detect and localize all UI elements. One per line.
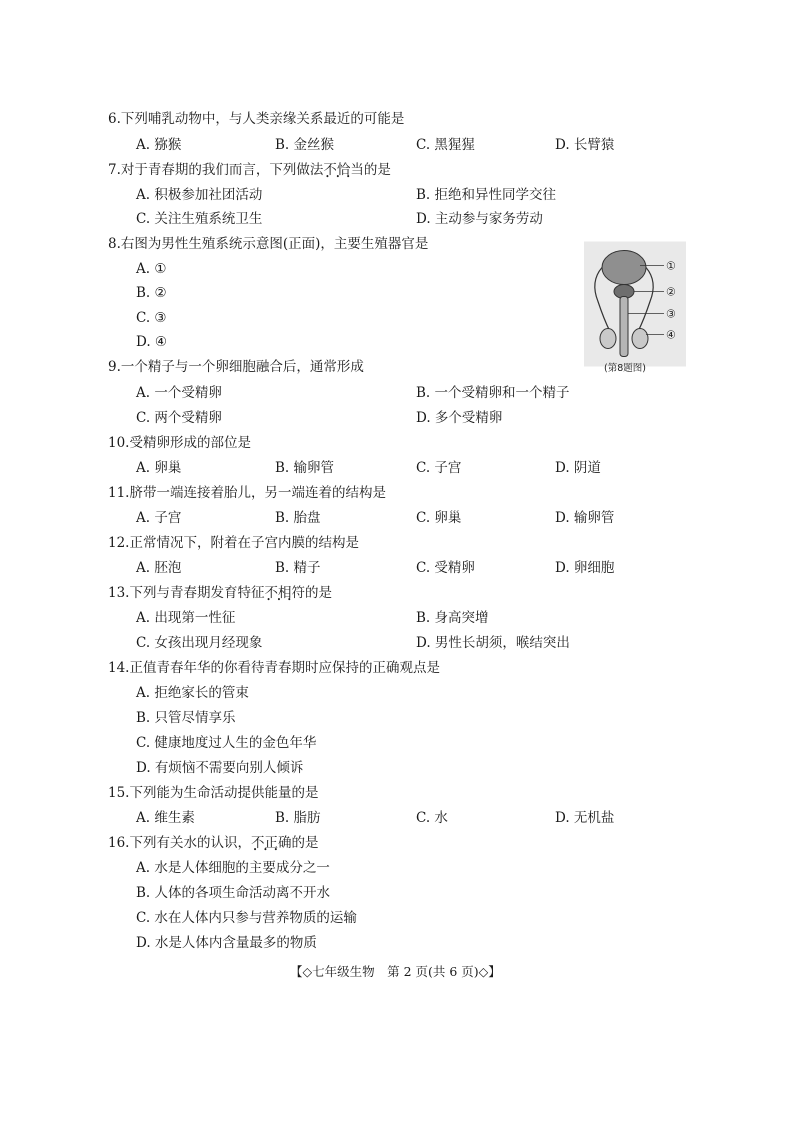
question-15-option-b: B. 脂肪 (275, 810, 321, 826)
question-11-option-d: D. 输卵管 (555, 510, 615, 526)
question-7-stem-pre: 7.对于青春期的我们而言，下列做法 (108, 162, 324, 178)
question-14-option-d: D. 有烦恼不需要向别人倾诉 (136, 760, 304, 776)
testis-left (600, 329, 616, 349)
male-reproductive-system-diagram (584, 235, 686, 373)
question-7-emphasis: 不恰当 • • • (323, 161, 364, 179)
question-12-option-a: A. 胚泡 (136, 560, 182, 576)
question-15-option-a: A. 维生素 (136, 810, 195, 826)
question-10-option-c: C. 子宫 (416, 460, 462, 476)
question-16-option-b: B. 人体的各项生命活动离不开水 (136, 885, 331, 901)
question-14-option-c: C. 健康地度过人生的金色年华 (136, 735, 317, 751)
testis-right (632, 329, 648, 349)
question-16-stem (108, 834, 318, 852)
question-10-option-d: D. 阴道 (555, 460, 601, 476)
question-14-stem: 14.正值青春年华的你看待青春期时应保持的正确观点是 (108, 660, 440, 676)
question-7-option-a: A. 积极参加社团活动 (136, 187, 263, 203)
question-13-option-c: C. 女孩出现月经现象 (136, 635, 263, 651)
question-15-option-c: C. 水 (416, 810, 448, 826)
question-13-option-b: B. 身高突增 (416, 610, 489, 626)
question-13-stem-pre: 13.下列与青春期发育特征 (108, 585, 265, 601)
diagram-label-2: ② (666, 285, 676, 299)
question-16-stem-pre: 16.下列有关水的认识， (108, 835, 251, 851)
question-6-option-b: B. 金丝猴 (275, 137, 335, 153)
question-10-stem: 10.受精卵形成的部位是 (108, 435, 251, 451)
question-9-stem: 9.一个精子与一个卵细胞融合后，通常形成 (108, 359, 364, 375)
diagram-label-1: ① (666, 259, 676, 273)
question-9-option-c: C. 两个受精卵 (136, 410, 222, 426)
question-9-option-d: D. 多个受精卵 (416, 410, 503, 426)
diagram-label-3: ③ (666, 307, 676, 321)
question-7-option-d: D. 主动参与家务劳动 (416, 211, 543, 227)
question-10-option-b: B. 输卵管 (275, 460, 335, 476)
question-11-stem: 11.脐带一端连接着胎儿，另一端连着的结构是 (108, 485, 386, 501)
question-16-emphasis: 不正确 • • • (251, 834, 292, 852)
urethra-shape (620, 297, 628, 357)
page-footer: 【◇七年级生物 第 2 页(共 6 页)◇】 (290, 964, 501, 979)
question-15-stem: 15.下列能为生命活动提供能量的是 (108, 785, 319, 801)
question-10-option-a: A. 卵巢 (136, 460, 182, 476)
question-8-stem: 8.右图为男性生殖系统示意图(正面)，主要生殖器官是 (108, 236, 429, 252)
diagram-label-4: ④ (666, 328, 676, 342)
bladder-shape (602, 251, 646, 285)
question-12-stem: 12.正常情况下，附着在子宫内膜的结构是 (108, 535, 359, 551)
question-13-option-a: A. 出现第一性征 (136, 610, 236, 626)
question-7-stem (108, 161, 391, 179)
question-8-option-c: C. ③ (136, 310, 167, 326)
question-9-option-a: A. 一个受精卵 (136, 385, 222, 401)
question-16-option-a: A. 水是人体细胞的主要成分之一 (136, 860, 330, 876)
question-12-option-d: D. 卵细胞 (555, 560, 615, 576)
question-9-option-b: B. 一个受精卵和一个精子 (416, 385, 570, 401)
question-8-option-b: B. ② (136, 285, 167, 301)
question-16-option-d: D. 水是人体内含量最多的物质 (136, 935, 317, 951)
question-11-option-c: C. 卵巢 (416, 510, 462, 526)
question-11-option-b: B. 胎盘 (275, 510, 321, 526)
question-13-stem-post: 的是 (304, 585, 332, 601)
question-6-option-d: D. 长臂猿 (555, 137, 615, 153)
question-6-stem: 6.下列哺乳动物中，与人类亲缘关系最近的可能是 (108, 111, 405, 127)
question-6-option-c: C. 黑猩猩 (416, 137, 475, 153)
diagram-caption: (第8题图) (604, 363, 646, 374)
question-13-option-d: D. 男性长胡须，喉结突出 (416, 635, 570, 651)
question-14-option-a: A. 拒绝家长的管束 (136, 685, 249, 701)
question-6-option-a: A. 猕猴 (136, 137, 182, 153)
question-16-option-c: C. 水在人体内只参与营养物质的运输 (136, 910, 357, 926)
question-13-stem (108, 584, 332, 602)
question-7-option-b: B. 拒绝和异性同学交往 (416, 187, 557, 203)
question-15-option-d: D. 无机盐 (555, 810, 615, 826)
question-16-stem-post: 的是 (291, 835, 319, 851)
question-7-stem-post: 的是 (363, 162, 391, 178)
question-8-option-d: D. ④ (136, 334, 168, 350)
question-12-option-b: B. 精子 (275, 560, 321, 576)
question-13-emphasis: 不相符 • • • (264, 584, 305, 602)
question-14-option-b: B. 只管尽情享乐 (136, 710, 236, 726)
question-12-option-c: C. 受精卵 (416, 560, 475, 576)
question-7-option-c: C. 关注生殖系统卫生 (136, 211, 263, 227)
question-8-option-a: A. ① (136, 261, 167, 277)
question-11-option-a: A. 子宫 (136, 510, 182, 526)
